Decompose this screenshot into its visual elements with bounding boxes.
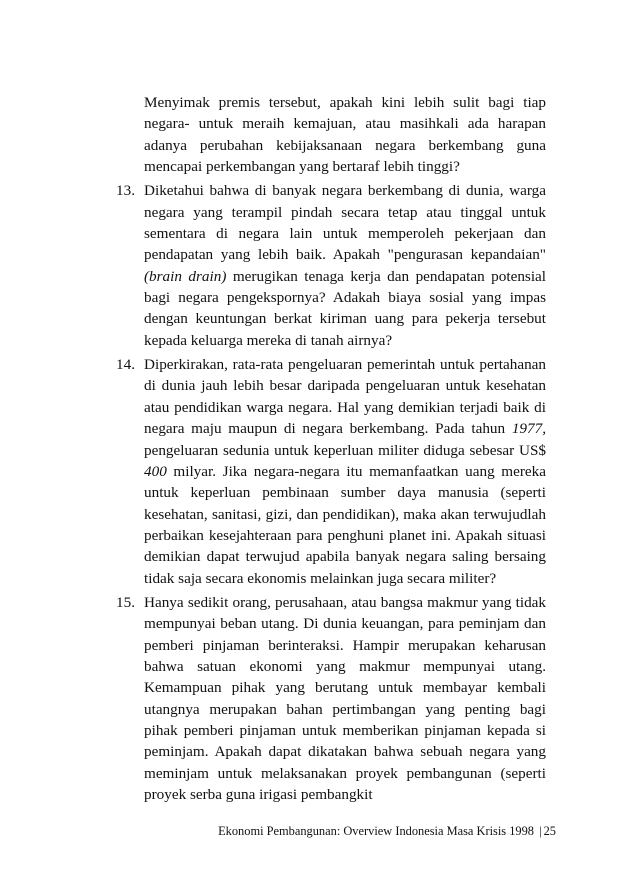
item-number: 14. bbox=[116, 356, 135, 374]
item-text-run: merugikan tenaga kerja dan pendapatan potensial bagi negara pengekspornya? Adakah biaya sosial yang impas dengan keuntungan berkat kiriman uang para pekerja tersebut kepada keluarga mereka di tanah airnya? bbox=[144, 267, 547, 349]
item-text-run: pengeluaran sedunia untuk keperluan militer diduga sebesar US$ bbox=[144, 441, 546, 459]
italic-amount: 400 bbox=[144, 462, 167, 480]
footer-separator: | bbox=[539, 824, 542, 838]
item-text-run: milyar. Jika negara-negara itu memanfaatkan uang mereka untuk keperluan pembinaan sumber daya manusia (seperti kesehatan, sanitasi, gizi, dan pendidikan), maka akan terwujudlah perbaikan kesejahteraan para penghuni planet ini. Apakah situasi demikian dapat terwujud apabila banyak negara saling bersaing tidak saja secara ekonomis melainkan juga secara militer? bbox=[144, 462, 546, 587]
item-text-run: Diperkirakan, rata-rata pengeluaran pemerintah untuk pertahanan di dunia jauh lebih besar daripada pengeluaran untuk kesehatan atau pendidikan warga negara. Hal yang demikian terjadi baik di negara maju maupun di negara berkembang. Pada tahun bbox=[144, 356, 546, 438]
footer-book-title: Ekonomi Pembangunan: Overview Indonesia Masa Krisis 1998 bbox=[218, 824, 535, 838]
item-number: 15. bbox=[116, 593, 135, 611]
list-item-13 bbox=[116, 180, 546, 351]
item-text bbox=[144, 354, 546, 589]
italic-term-brain-drain: (brain drain) bbox=[144, 267, 227, 285]
page-body bbox=[116, 92, 546, 805]
page-number: 25 bbox=[543, 824, 556, 838]
list-item-14 bbox=[116, 354, 546, 589]
list-item-15 bbox=[116, 592, 546, 805]
item-number: 13. bbox=[116, 182, 135, 200]
item-text bbox=[144, 592, 546, 805]
italic-year: 1977, bbox=[511, 420, 546, 438]
intro-paragraph: Menyimak premis tersebut, apakah kini lebih sulit bagi tiap negara- untuk meraih kemajuan, atau masihkali ada harapan adanya perubahan kebijaksanaan negara berkembang guna mencapai perkembangan yang bertaraf lebih tinggi? bbox=[144, 94, 546, 176]
item-text-run: Diketahui bahwa di banyak negara berkembang di dunia, warga negara yang terampil pindah secara tetap atau tinggal untuk sementara di negara lain untuk memperoleh pekerjaan dan pendapatan yang lebih baik. Apakah "pengurasan kepandaian" bbox=[144, 182, 546, 264]
item-text-run: Hanya sedikit orang, perusahaan, atau bangsa makmur yang tidak mempunyai beban utang. Di dunia keuangan, para peminjam dan pemberi pinjaman berinteraksi. Hampir merupakan keharusan bahwa satuan ekonomi yang makmur mempunyai utang. Kemampuan pihak yang berutang untuk membayar kembali utangnya merupakan bahan pertimbangan yang penting bagi pihak pemberi pinjaman untuk memberikan pinjaman kepada si peminjam. Apakah dapat dikatakan bahwa sebuah negara yang meminjam untuk melaksanakan proyek pembangunan (seperti proyek serba guna irigasi pembangkit bbox=[144, 593, 546, 803]
item-text bbox=[144, 180, 546, 351]
page-footer bbox=[0, 824, 556, 839]
